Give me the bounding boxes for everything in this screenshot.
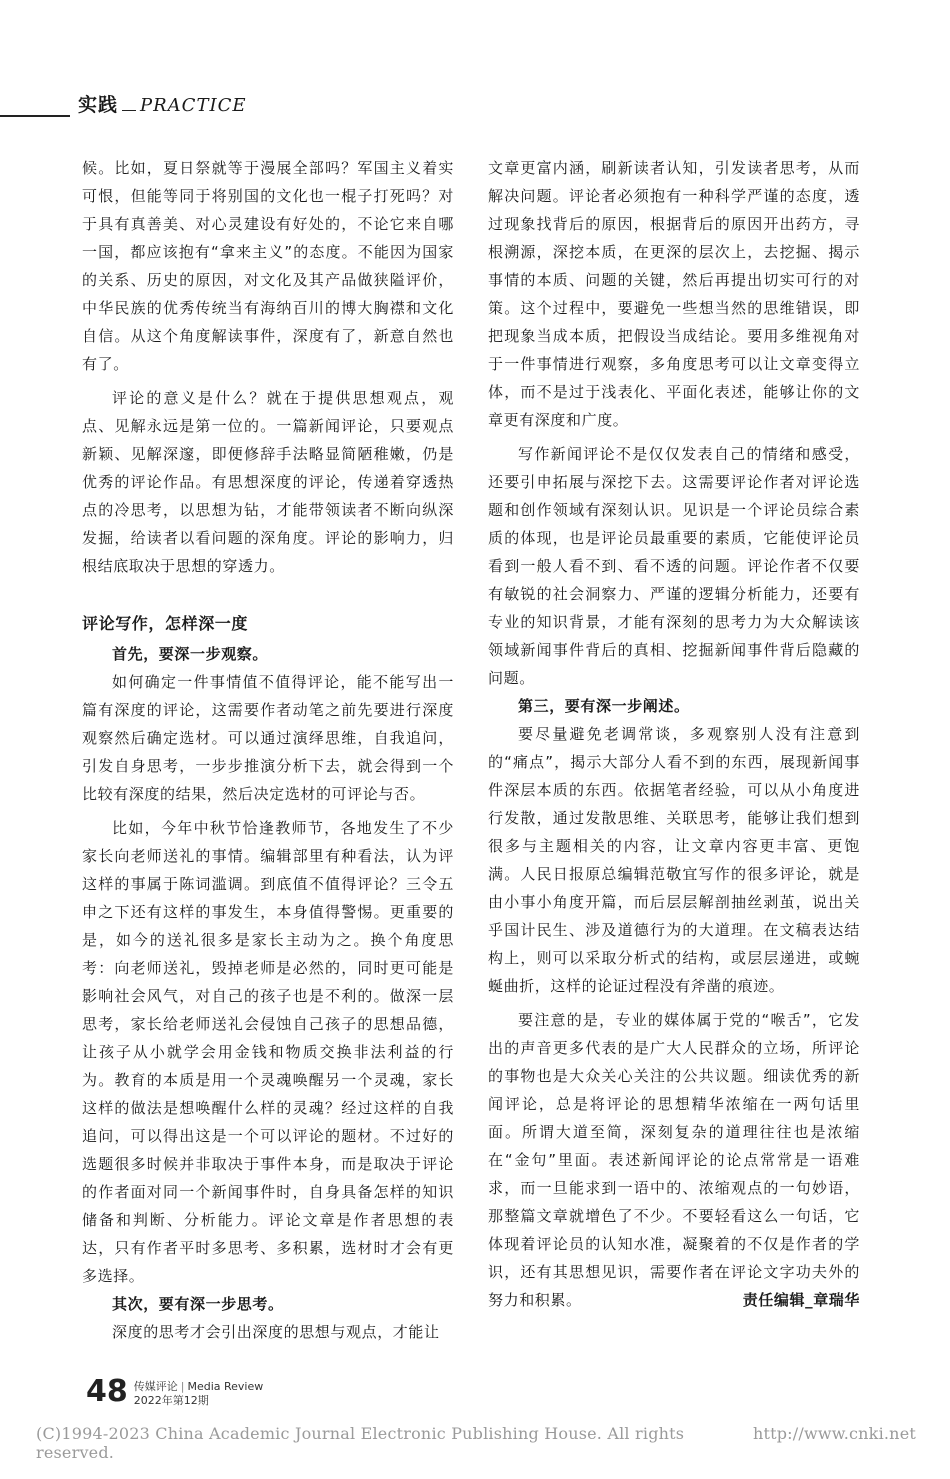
page-number: 48 — [86, 1374, 128, 1409]
section-title-en: PRACTICE — [140, 95, 247, 116]
paragraph: 评论的意义是什么？就在于提供思想观点，观点、见解永远是第一位的。一篇新闻评论，只要观点新颖、见解深邃，即便修辞手法略显简陋稚嫩，仍是优秀的评论作品。有思想深度的评论，传递着穿透热点的冷思考，以思想为钻，才能带领读者不断向纵深发掘，给读者以看问题的深角度。评论的影响力，归根结底取决于思想的穿透力。 — [82, 389, 454, 575]
page-footer — [86, 1376, 263, 1408]
subheading: 首先，要深一步观察。 — [112, 645, 269, 663]
paragraph: 写作新闻评论不是仅仅发表自己的情绪和感受，还要引申拓展与深挖下去。这需要评论作者对评论选题和创作领域有深刻认识。见识是一个评论员综合素质的体现，也是评论员最重要的素质，它能使评论员看到一般人看不到、看不透的问题。评论作者不仅要有敏锐的社会洞察力、严谨的逻辑分析能力，还要有专业的知识背景，才能有深刻的思考力为大众解读该领域新闻事件背后的真相、挖掘新闻事件背后隐藏的问题。 — [488, 445, 860, 687]
copyright-text: (C)1994-2023 China Academic Journal Electronic Publishing House. All rights reserved. — [36, 1424, 685, 1462]
header-rule — [0, 115, 70, 117]
paragraph: 深度的思考才会引出深度的思想与观点，才能让 — [112, 1323, 440, 1341]
section-header — [78, 90, 246, 120]
paragraph: 候。比如，夏日祭就等于漫展全部吗？军国主义着实可恨，但能等同于将别国的文化也一棍子打死吗？对于具有真善美、对心灵建设有好处的，不论它来自哪一国，都应该抱有“拿来主义”的态度。不能因为国家的关系、历史的原因，对文化及其产品做狭隘评价，中华民族的优秀传统当有海纳百川的博大胸襟和文化自信。从这个角度解读事件，深度有了，新意自然也有了。 — [82, 159, 454, 373]
section-heading: 评论写作，怎样深一度 — [82, 614, 249, 633]
journal-name-cn: 传媒评论 — [133, 1380, 178, 1393]
subheading: 其次，要有深一步思考。 — [112, 1295, 284, 1313]
header-separator — [122, 109, 136, 111]
issue-label: 2022年第12期 — [133, 1394, 209, 1407]
publication-info: 传媒评论 | Media Review 2022年第12期 — [133, 1380, 264, 1407]
responsible-editor: 责任编辑_章瑞华 — [742, 1291, 860, 1309]
paragraph: 要尽量避免老调常谈，多观察别人没有注意到的“痛点”，揭示大部分人看不到的东西，展现新闻事件深层本质的东西。依据笔者经验，可以从小角度进行发散，通过发散思维、关联思考，能够让我们想到很多与主题相关的内容，让文章内容更丰富、更饱满。人民日报原总编辑范敬宜写作的很多评论，就是由小事小角度开篇，而后层层解剖抽丝剥茧，说出关乎国计民生、涉及道德行为的大道理。在文稿表达结构上，则可以采取分析式的结构，或层层递进，或蜿蜒曲折，这样的论证过程没有斧凿的痕迹。 — [488, 725, 860, 995]
copyright-watermark — [36, 1424, 916, 1462]
section-title-cn: 实践 — [78, 94, 119, 116]
paragraph: 文章更富内涵，刷新读者认知，引发读者思考，从而解决问题。评论者必须抱有一种科学严谨的态度，透过现象找背后的原因，根据背后的原因开出药方，寻根溯源，深挖本质，在更深的层次上，去挖掘、揭示事情的本质、问题的关键，然后再提出切实可行的对策。这个过程中，要避免一些想当然的思维错误，即把现象当成本质，把假设当成结论。要用多维视角对于一件事情进行观察，多角度思考可以让文章变得立体，而不是过于浅表化、平面化表述，能够让你的文章更有深度和广度。 — [488, 159, 860, 429]
paragraph: 比如，今年中秋节恰逢教师节，各地发生了不少家长向老师送礼的事情。编辑部里有种看法，认为评这样的事属于陈词滥调。到底值不值得评论？三令五申之下还有这样的事发生，本身值得警惕。更重要的是，如今的送礼很多是家长主动为之。换个角度思考：向老师送礼，毁掉老师是必然的，同时更可能是影响社会风气，对自己的孩子也是不利的。做深一层思考，家长给老师送礼会侵蚀自己孩子的思想品德，让孩子从小就学会用金钱和物质交换非法利益的行为。教育的本质是用一个灵魂唤醒另一个灵魂，家长这样的做法是想唤醒什么样的灵魂？经过这样的自我追问，可以得出这是一个可以评论的题材。不过好的选题很多时候并非取决于事件本身，而是取决于评论的作者面对同一个新闻事件时，自身具备怎样的知识储备和判断、分析能力。评论文章是作者思想的表达，只有作者平时多思考、多积累，选材时才会有更多选择。 — [82, 819, 454, 1285]
subheading: 第三，要有深一步阐述。 — [518, 697, 690, 715]
paragraph: 如何确定一件事情值不值得评论，能不能写出一篇有深度的评论，这需要作者动笔之前先要进行深度观察然后确定选材。可以通过演绎思维，自我追问，引发自身思考，一步步推演分析下去，就会得到一个比较有深度的结果，然后决定选材的可评论与否。 — [82, 673, 454, 803]
left-column — [82, 154, 454, 1346]
right-column — [488, 154, 860, 1314]
cnki-link: http://www.cnki.net — [752, 1424, 916, 1443]
journal-name-en: Media Review — [187, 1380, 264, 1393]
paragraph: 要注意的是，专业的媒体属于党的“喉舌”，它发出的声音更多代表的是广大人民群众的立场，所评论的事物也是大众关心关注的公共议题。细读优秀的新闻评论，总是将评论的思想精华浓缩在一两句话里面。所谓大道至简，深刻复杂的道理往往也是浓缩在“金句”里面。表述新闻评论的论点常常是一语难求，而一旦能求到一语中的、浓缩观点的一句妙语，那整篇文章就增色了不少。不要轻看这么一句话，它体现着评论员的认知水准，凝聚着的不仅是作者的学识，还有其思想见识，需要作者在评论文字功夫外的努力和积累。 — [488, 1011, 860, 1309]
